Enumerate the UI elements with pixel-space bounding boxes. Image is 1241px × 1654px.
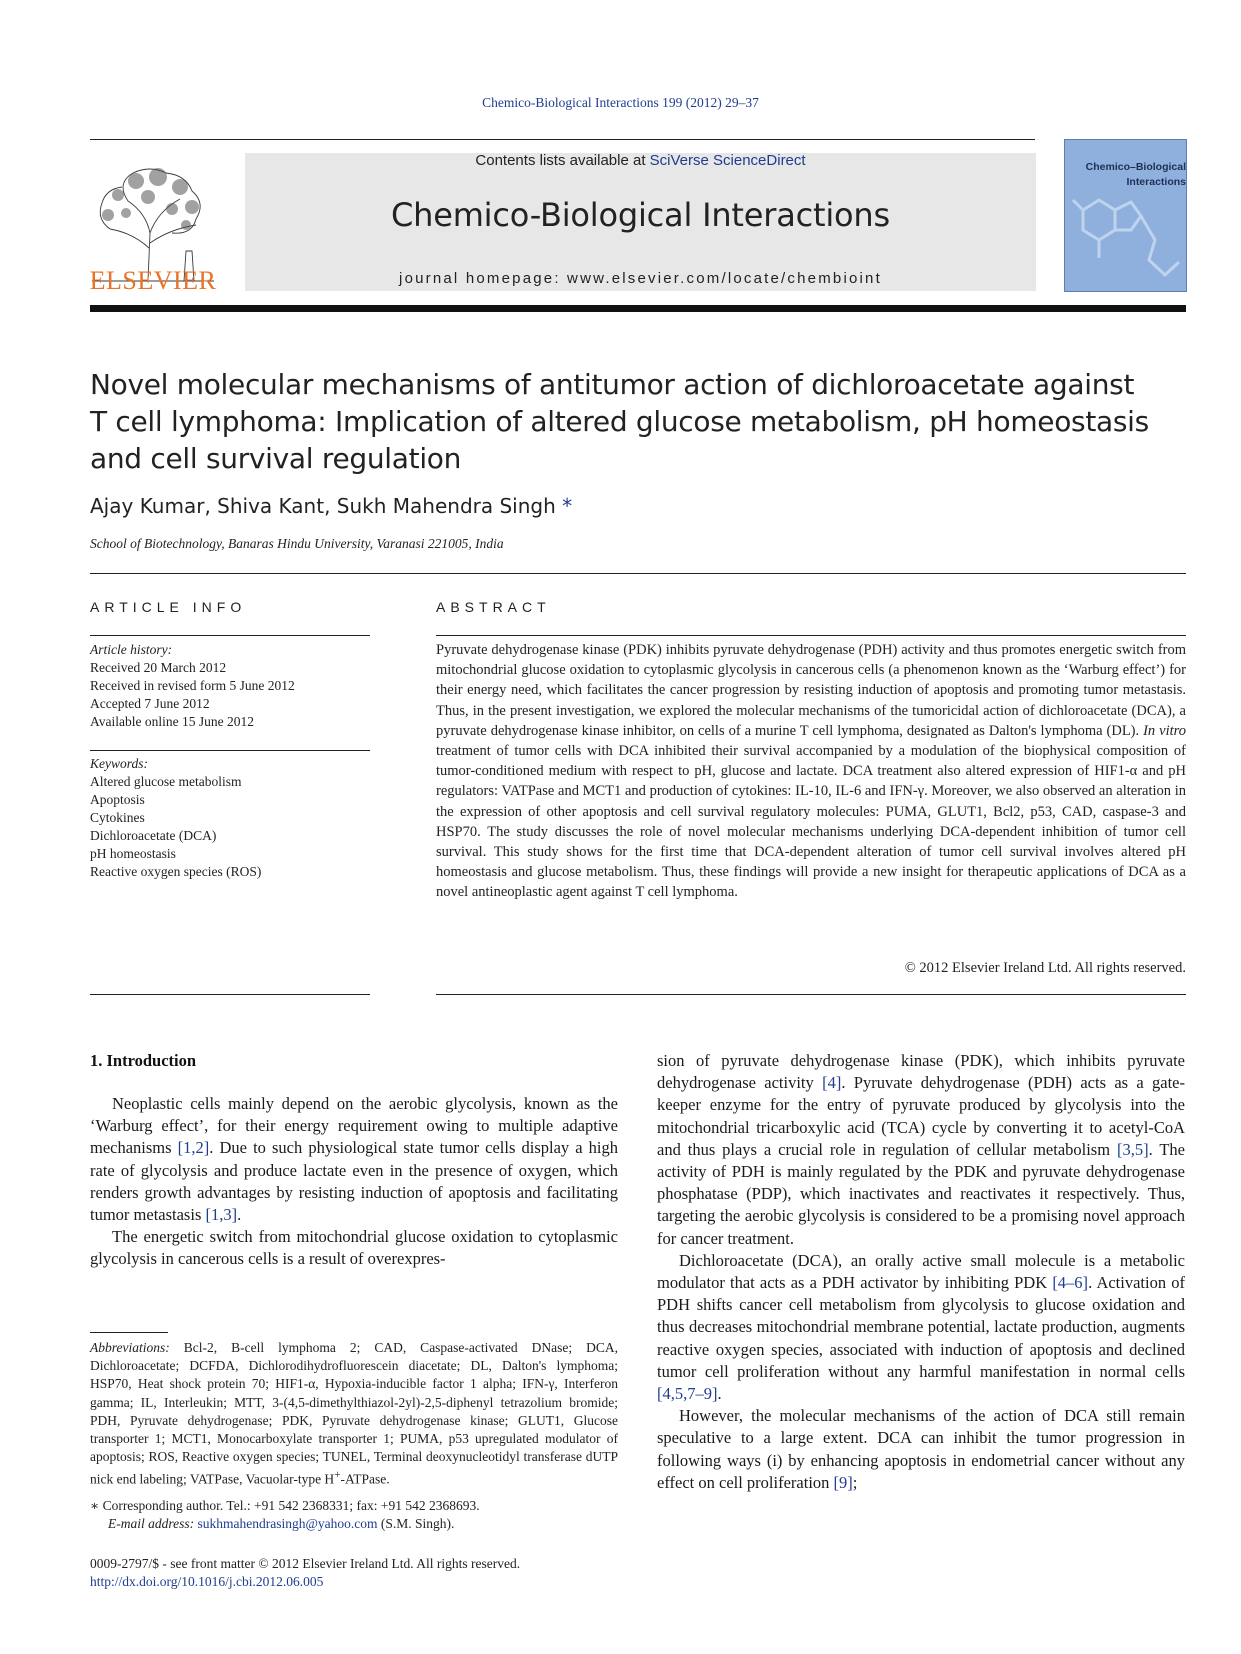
article-info-heading: ARTICLE INFO xyxy=(90,599,247,615)
journal-homepage[interactable]: journal homepage: www.elsevier.com/locate/chembioint xyxy=(399,270,882,287)
intro-paragraph: Neoplastic cells mainly depend on the aerobic glycolysis, known as the ‘Warburg effect’, for their energy requirement owing to multiple adaptive mechanisms [1,2]. Due to such physiological state tumor cells display a high rate of glycolysis and produce lactate even in the presence of oxygen, which renders growth advantages by resisting induction of apoptosis and facilitating tumor metastasis [1,3]. xyxy=(90,1094,618,1225)
citation-link[interactable]: [4–6] xyxy=(1052,1273,1089,1293)
citation-link[interactable]: [1,2] xyxy=(177,1138,210,1158)
keyword-item: Reactive oxygen species (ROS) xyxy=(90,864,262,879)
contents-line: Contents lists available at SciVerse ScienceDirect xyxy=(475,152,806,169)
citation-link[interactable]: [1,3] xyxy=(205,1205,238,1225)
intro-paragraph: sion of pyruvate dehydrogenase kinase (PDK), which inhibits pyruvate dehydrogenase activity [4]. Pyruvate dehydrogenase (PDH) acts as a gate-keeper enzyme for the entry of pyruvate produced by glycolysis into the mitochondrial tricarboxylic acid (TCA) cycle by converting it to acetyl-CoA and thus plays a crucial role in regulation of cellular metabolism [3,5]. The activity of PDH is mainly regulated by the PDK and pyruvate dehydrogenase phosphatase (PDP), which inactivates and reactivates it respectively. Thus, targeting the aerobic glycolysis is considered to be a promising novel approach for cancer treatment. xyxy=(657,1051,1186,1248)
affiliation: School of Biotechnology, Banaras Hindu University, Varanasi 221005, India xyxy=(90,536,504,551)
article-title: Novel molecular mechanisms of antitumor action of dichloroacetate against T cell lymphoma: Implication of altered glucose metabolism, pH homeostasis and cell survival regulation xyxy=(90,368,1149,475)
intro-paragraph: The energetic switch from mitochondrial glucose oxidation to cytoplasmic glycolysis in cancerous cells is a result of overexpres- xyxy=(90,1227,618,1269)
author-list: Ajay Kumar, Shiva Kant, Sukh Mahendra Singh * xyxy=(90,494,573,518)
keywords: Keywords: Altered glucose metabolism Apoptosis Cytokines Dichloroacetate (DCA) pH homeostasis Reactive oxygen species (ROS) xyxy=(90,755,370,881)
header-rule xyxy=(90,139,1035,140)
citation-link[interactable]: [4] xyxy=(822,1073,842,1093)
journal-citation[interactable]: Chemico-Biological Interactions 199 (2012) 29–37 xyxy=(482,95,759,110)
doi-link[interactable]: http://dx.doi.org/10.1016/j.cbi.2012.06.005 xyxy=(90,1574,324,1590)
intro-paragraph: Dichloroacetate (DCA), an orally active small molecule is a metabolic modulator that acts as a PDH activator by inhibiting PDK [4–6]. Activation of PDH shifts cancer cell metabolism from glycolysis to glucose oxidation and thus decreases mitochondrial membrane potential, lactate production, augments reactive oxygen species, associated with induction of apoptosis and declined tumor cell proliferation without any harmful manifestation in normal cells [4,5,7–9]. xyxy=(657,1250,1185,1404)
abstract-copyright: © 2012 Elsevier Ireland Ltd. All rights reserved. xyxy=(904,960,1186,976)
author-email-link[interactable]: sukhmahendrasingh@yahoo.com xyxy=(197,1516,378,1532)
corresponding-author-footnote: ∗ Corresponding author. Tel.: +91 542 2368331; fax: +91 542 2368693. E-mail address: sukhmahendrasingh@yahoo.com (S.M. Singh). xyxy=(90,1498,480,1532)
body-column-left xyxy=(90,1093,618,1271)
article-info-rule xyxy=(90,635,370,636)
introduction-heading: 1. Introduction xyxy=(90,1051,197,1070)
keyword-item: Cytokines xyxy=(90,810,145,825)
abstract-bottom-rule xyxy=(436,994,1186,995)
article-info-bottom-rule xyxy=(90,994,370,995)
abbreviations-footnote: Abbreviations: Bcl-2, B-cell lymphoma 2; CAD, Caspase-activated DNase; DCA, Dichloroacetate; DCFDA, Dichlorodihydrofluorescein diacetate; DL, Dalton's lymphoma; HSP70, Heat shock protein 70; HIF1-α, Hypoxia-inducible factor 1 alpha; IFN-γ, Interferon gamma; IL, Interleukin; MTT, 3-(4,5-dimethylthiazol-2yl)-2,5-diphenyl tetrazolium bromide; PDH, Pyruvate dehydrogenase; PDK, Pyruvate dehydrogenase kinase; GLUT1, Glucose transporter 1; MCT1, Monocarboxylate transporter 1; PUMA, p53 upregulated modulator of apoptosis; ROS, Reactive oxygen species; TUNEL, Terminal deoxynucleotidyl transferase dUTP nick end labeling; VATPase, Vacuolar-type H+-ATPase. xyxy=(90,1340,618,1487)
issn-footer: 0009-2797/$ - see front matter © 2012 Elsevier Ireland Ltd. All rights reserved. http://dx.doi.org/10.1016/j.cbi.2012.06.005 xyxy=(90,1556,521,1590)
keyword-item: Apoptosis xyxy=(90,792,145,807)
citation-link[interactable]: [4,5,7–9] xyxy=(657,1384,718,1404)
keyword-item: Dichloroacetate (DCA) xyxy=(90,828,217,843)
footnote-rule xyxy=(90,1332,168,1333)
keyword-item: pH homeostasis xyxy=(90,846,176,861)
header-thick-rule xyxy=(90,305,1186,312)
corresponding-author-mark[interactable]: * xyxy=(562,494,573,518)
keyword-item: Altered glucose metabolism xyxy=(90,774,242,789)
body-column-right xyxy=(657,1050,1185,1494)
sciencedirect-link[interactable]: SciVerse ScienceDirect xyxy=(649,152,806,169)
cover-title: Chemico–Biological Interactions xyxy=(1085,161,1186,188)
abstract-text: Pyruvate dehydrogenase kinase (PDK) inhibits pyruvate dehydrogenase (PDH) activity and thus promotes energetic switch from mitochondrial glucose oxidation to cytoplasmic glycolysis in cancerous cells (a phenomenon known as the ‘Warburg effect’) for their energy need, which facilitates the cancer progression by resisting induction of apoptosis and promoting tumor metastasis. Thus, in the present investigation, we explored the molecular mechanisms of the tumoricidal action of dichloroacetate (DCA), a pyruvate dehydrogenase kinase inhibitor, on cells of a murine T cell lymphoma, designated as Dalton's lymphoma (DL). In vitro treatment of tumor cells with DCA inhibited their survival accompanied by a modulation of the biophysical composition of tumor-conditioned medium with respect to pH, glucose and lactate. DCA treatment also altered expression of HIF1-α and pH regulators: VATPase and MCT1 and production of cytokines: IL-10, IL-6 and IFN-γ. Moreover, we also observed an alteration in the expression of other apoptosis and cell survival regulatory molecules: PUMA, GLUT1, Bcl2, p53, CAD, caspase-3 and HSP70. The study discusses the role of novel molecular mechanisms underlying DCA-dependent inhibition of tumor cell survival. This study shows for the first time that DCA-dependent alteration of tumor cell survival involves altered pH homeostasis and glucose metabolism. Thus, these findings will provide a new insight for therapeutic applications of DCA as a novel antineoplastic agent against T cell lymphoma. xyxy=(436,642,1186,901)
section-rule xyxy=(90,573,1186,574)
elsevier-wordmark: ELSEVIER xyxy=(89,266,217,295)
citation-link[interactable]: [9] xyxy=(833,1472,853,1492)
abstract-rule xyxy=(436,635,1186,636)
abstract-heading: ABSTRACT xyxy=(436,599,551,615)
intro-paragraph: However, the molecular mechanisms of the action of DCA still remain speculative to a large extent. DCA can inhibit the tumor progression in following ways (i) by enhancing apoptosis in endometrial cancer without any effect on cell proliferation [9]; xyxy=(657,1406,1185,1492)
article-history: Article history: Received 20 March 2012 Received in revised form 5 June 2012 Accepted 7 June 2012 Available online 15 June 2012 xyxy=(90,642,295,729)
keywords-rule xyxy=(90,750,370,751)
journal-title: Chemico-Biological Interactions xyxy=(391,196,890,234)
citation-link[interactable]: [3,5] xyxy=(1116,1139,1149,1159)
